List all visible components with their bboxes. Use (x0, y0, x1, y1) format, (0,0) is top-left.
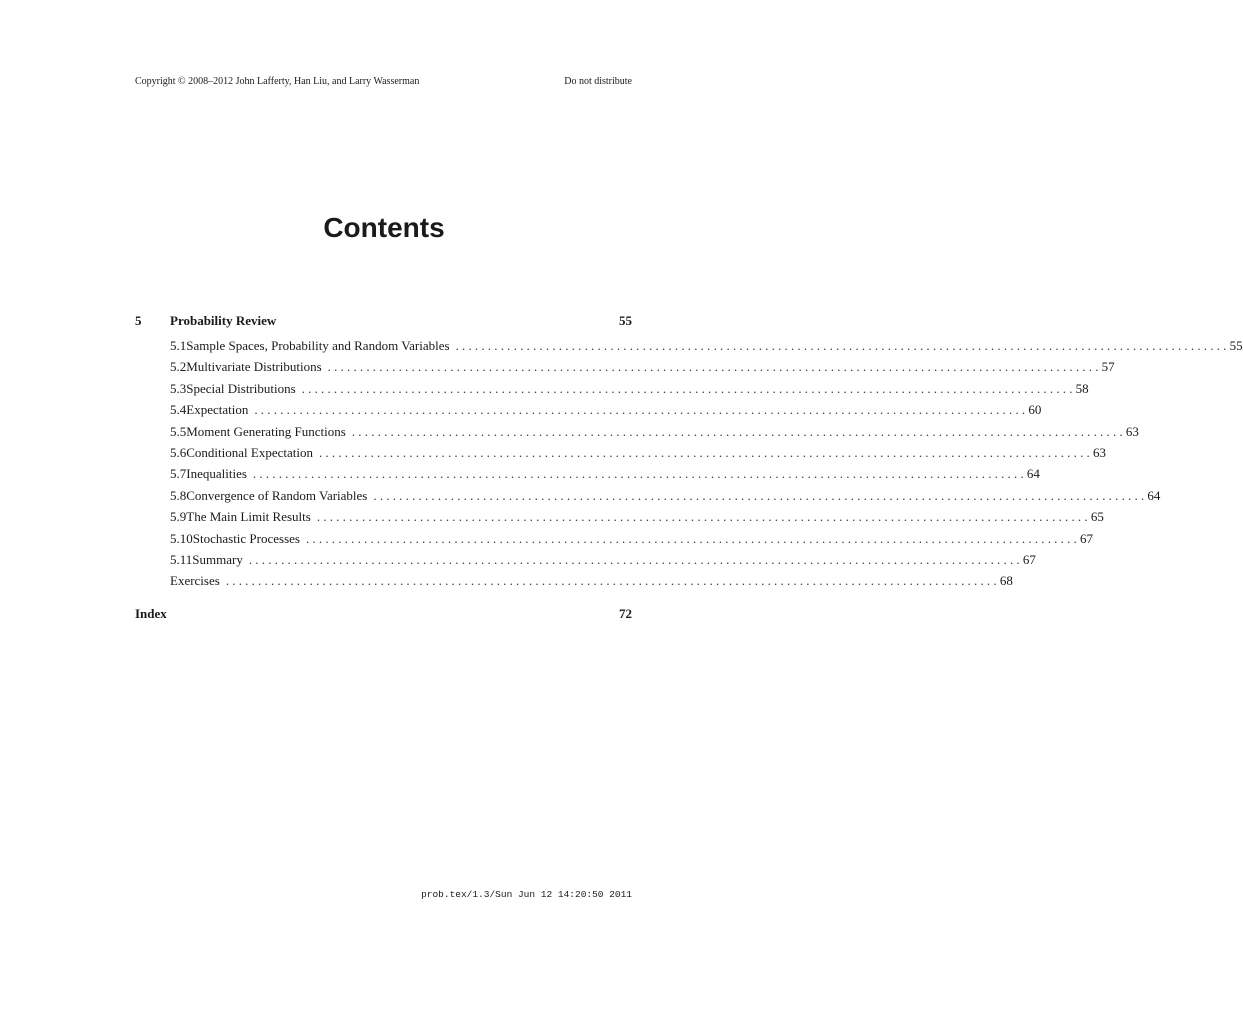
page-header (135, 76, 632, 87)
dot-leader: ........................................................................................................................ (254, 402, 1029, 418)
dot-leader: ........................................................................................................................ (301, 380, 1076, 396)
toc-section-entry[interactable] (135, 549, 1036, 570)
chapter-number: 5 (135, 313, 142, 328)
index-page: 72 (619, 605, 632, 621)
section-page: 64 (1026, 466, 1040, 482)
section-title: The Main Limit Results (186, 509, 311, 525)
toc-section-entry[interactable] (135, 421, 1139, 442)
dot-leader: ........................................................................................................................ (248, 551, 1023, 567)
toc-section-entry[interactable] (135, 570, 1013, 591)
section-title: Moment Generating Functions (186, 423, 346, 439)
section-page: 57 (1101, 359, 1115, 375)
dot-leader: ........................................................................................................................ (373, 487, 1148, 503)
section-number: 5.10 (170, 530, 193, 546)
toc-section-entry[interactable] (135, 356, 1115, 377)
section-page: 58 (1075, 380, 1089, 396)
distribution-notice: Do not distribute (564, 76, 632, 87)
section-page: 68 (999, 573, 1013, 589)
section-title: Summary (192, 551, 243, 567)
section-number: 5.3 (170, 380, 187, 396)
page-title: Contents (323, 212, 445, 243)
index-title: Index (135, 605, 167, 621)
chapter-title: Probability Review (170, 313, 277, 328)
section-number: 5.9 (170, 509, 187, 525)
dot-leader: ........................................................................................................................ (225, 573, 1000, 589)
section-page: 60 (1028, 402, 1042, 418)
toc-chapter-entry[interactable] (135, 313, 632, 335)
toc-index-entry[interactable] (135, 606, 632, 622)
section-page: 67 (1022, 551, 1036, 567)
dot-leader: ........................................................................................................................ (327, 359, 1102, 375)
section-number: 5.1 (170, 338, 187, 353)
toc-section-entry[interactable] (135, 528, 1093, 549)
section-number: 5.8 (170, 487, 187, 503)
section-number: 5.4 (170, 402, 187, 418)
copyright-notice: Copyright © 2008–2012 John Lafferty, Han Liu, and Larry Wasserman (135, 76, 420, 87)
dot-leader: ........................................................................................................................ (252, 466, 1027, 482)
dot-leader: ........................................................................................................................ (316, 509, 1091, 525)
section-title: Sample Spaces, Probability and Random Variables (186, 338, 450, 353)
section-page: 55 (1229, 338, 1243, 353)
section-title: Inequalities (186, 466, 247, 482)
toc-section-entry[interactable] (135, 463, 1040, 484)
toc-section-entry[interactable] (135, 506, 1104, 527)
toc-section-entry[interactable] (135, 399, 1042, 420)
toc-section-entry[interactable] (135, 335, 1243, 356)
section-page: 65 (1090, 509, 1104, 525)
chapter-page: 55 (619, 313, 632, 328)
section-number: 5.7 (170, 466, 187, 482)
table-of-contents (135, 313, 1243, 622)
toc-section-entry[interactable] (135, 378, 1089, 399)
dot-leader: ........................................................................................................................ (455, 338, 1230, 353)
section-number: 5.5 (170, 423, 187, 439)
page-footer: prob.tex/1.3/Sun Jun 12 14:20:50 2011 (421, 889, 632, 900)
section-page: 67 (1079, 530, 1093, 546)
section-number: 5.11 (170, 551, 193, 567)
section-page: 64 (1147, 487, 1161, 503)
dot-leader: ........................................................................................................................ (318, 444, 1093, 460)
toc-section-entry[interactable] (135, 485, 1161, 506)
section-title: Convergence of Random Variables (186, 487, 368, 503)
section-title: Stochastic Processes (192, 530, 300, 546)
section-title: Expectation (186, 402, 249, 418)
dot-leader: ........................................................................................................................ (351, 423, 1126, 439)
section-title: Exercises (170, 573, 220, 589)
dot-leader: ........................................................................................................................ (305, 530, 1080, 546)
toc-section-entry[interactable] (135, 442, 1106, 463)
section-title: Conditional Expectation (186, 444, 313, 460)
toc-section-list (135, 335, 1243, 592)
section-page: 63 (1092, 444, 1106, 460)
section-title: Multivariate Distributions (186, 359, 322, 375)
section-page: 63 (1125, 423, 1139, 439)
section-number: 5.2 (170, 359, 187, 375)
section-title: Special Distributions (186, 380, 296, 396)
section-number: 5.6 (170, 444, 187, 460)
